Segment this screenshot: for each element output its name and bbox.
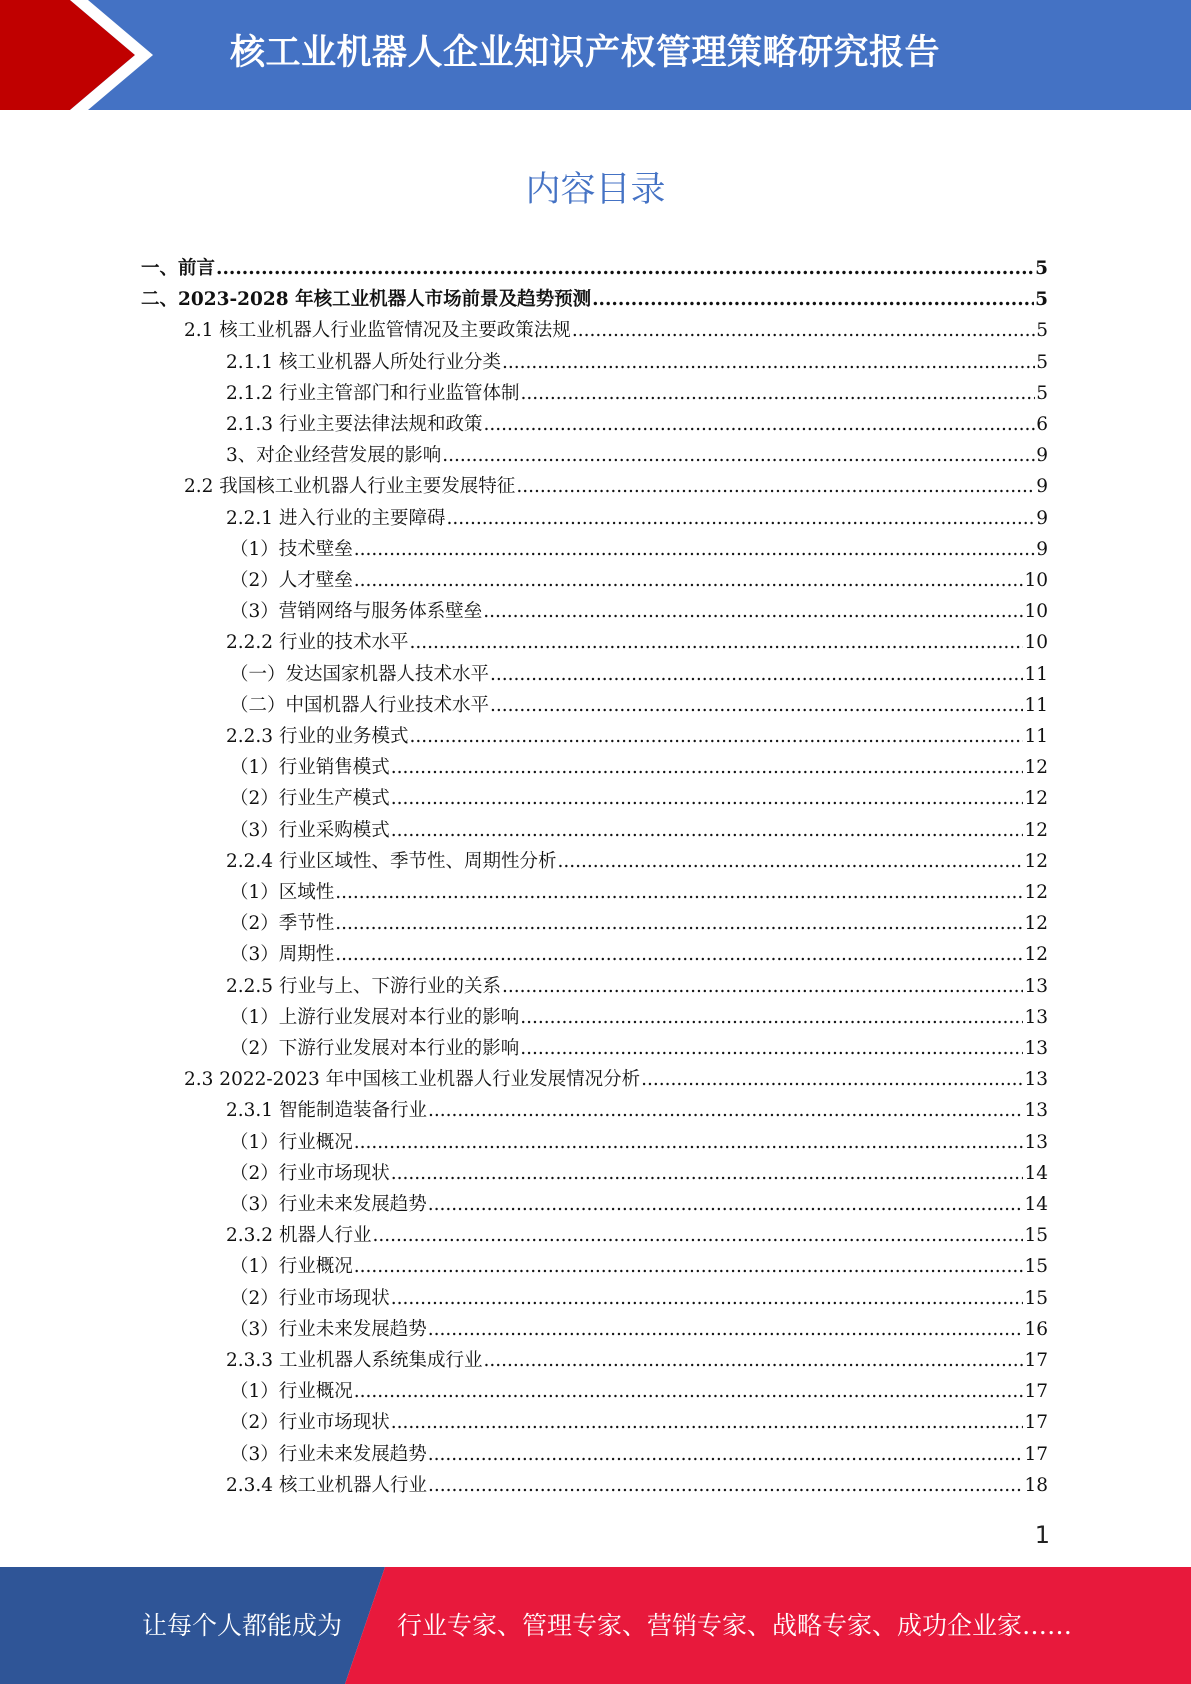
toc-entry-title: 2.3 2022-2023 年中国核工业机器人行业发展情况分析 <box>184 1069 641 1090</box>
toc-entry[interactable] <box>230 1002 1048 1033</box>
toc-entry-page: 12 <box>1024 882 1048 903</box>
toc-entry-title: （3）行业未来发展趋势 <box>230 1194 427 1215</box>
toc-dot-leader <box>428 1189 1024 1220</box>
toc-entry[interactable] <box>226 1345 1048 1376</box>
toc-entry-title: （3）行业未来发展趋势 <box>230 1444 427 1465</box>
toc-entry-page: 15 <box>1024 1256 1048 1277</box>
toc-entry-page: 14 <box>1024 1163 1048 1184</box>
toc-dot-leader <box>428 1439 1024 1470</box>
toc-entry-title: （3）行业未来发展趋势 <box>230 1319 427 1340</box>
toc-entry[interactable] <box>230 1033 1048 1064</box>
toc-dot-leader <box>520 1033 1023 1064</box>
toc-entry-title: （1）行业概况 <box>230 1381 353 1402</box>
toc-entry[interactable] <box>141 284 1048 315</box>
toc-entry-page: 14 <box>1024 1194 1048 1215</box>
toc-entry-page: 13 <box>1024 1100 1048 1121</box>
toc-dot-leader <box>391 1283 1024 1314</box>
toc-entry[interactable] <box>226 1470 1048 1501</box>
toc-entry-title: （2）行业市场现状 <box>230 1288 390 1309</box>
toc-entry-title: 2.2.4 行业区域性、季节性、周期性分析 <box>226 851 557 872</box>
toc-entry[interactable] <box>230 1376 1048 1407</box>
toc-dot-leader <box>409 627 1023 658</box>
toc-entry-page: 5 <box>1036 320 1048 341</box>
toc-dot-leader <box>428 1314 1024 1345</box>
toc-entry-page: 5 <box>1036 383 1048 404</box>
toc-dot-leader <box>428 1095 1023 1126</box>
toc-dot-leader <box>520 1002 1023 1033</box>
toc-dot-leader <box>557 846 1023 877</box>
toc-dot-leader <box>483 1345 1023 1376</box>
toc-entry-title: （1）行业概况 <box>230 1132 353 1153</box>
toc-entry[interactable] <box>226 409 1048 440</box>
toc-entry[interactable] <box>141 253 1048 284</box>
toc-entry-title: 2.2.3 行业的业务模式 <box>226 726 409 747</box>
toc-entry-page: 9 <box>1036 508 1048 529</box>
toc-dot-leader <box>354 1376 1024 1407</box>
toc-entry-page: 13 <box>1024 1038 1048 1059</box>
toc-entry-page: 12 <box>1024 913 1048 934</box>
toc-entry-page: 10 <box>1024 632 1048 653</box>
toc-entry-page: 9 <box>1036 445 1048 466</box>
toc-entry-page: 16 <box>1024 1319 1048 1340</box>
toc-dot-leader <box>483 409 1035 440</box>
toc-entry-page: 11 <box>1024 726 1048 747</box>
toc-entry-title: 2.2.5 行业与上、下游行业的关系 <box>226 976 501 997</box>
toc-entry[interactable] <box>226 971 1048 1002</box>
footer-slogan-left: 让每个人都能成为 <box>142 1611 343 1640</box>
toc-dot-leader <box>516 471 1035 502</box>
toc-entry-title: （3）行业采购模式 <box>230 820 390 841</box>
toc-entry-title: （2）行业市场现状 <box>230 1412 390 1433</box>
toc-entry-page: 18 <box>1024 1475 1048 1496</box>
toc-dot-leader <box>428 1470 1023 1501</box>
toc-heading: 内容目录 <box>525 170 666 210</box>
toc-dot-leader <box>391 1158 1024 1189</box>
toc-entry-title: （2）人才壁垒 <box>230 570 353 591</box>
toc-entry[interactable] <box>226 627 1048 658</box>
toc-entry[interactable] <box>230 1158 1048 1189</box>
toc-entry-title: 2.3.3 工业机器人系统集成行业 <box>226 1350 483 1371</box>
toc-entry[interactable] <box>230 877 1048 908</box>
toc-entry[interactable] <box>226 846 1048 877</box>
toc-entry-page: 11 <box>1024 664 1048 685</box>
toc-entry-page: 12 <box>1024 851 1048 872</box>
toc-entry[interactable] <box>230 1251 1048 1282</box>
toc-entry[interactable] <box>184 315 1048 346</box>
report-title: 核工业机器人企业知识产权管理策略研究报告 <box>230 33 941 73</box>
footer-banner <box>0 1567 1191 1684</box>
toc-dot-leader <box>391 783 1024 814</box>
toc-entry-title: 2.3.4 核工业机器人行业 <box>226 1475 427 1496</box>
toc-dot-leader <box>502 971 1023 1002</box>
toc-entry[interactable] <box>230 815 1048 846</box>
toc-entry-page: 9 <box>1036 539 1048 560</box>
toc-entry[interactable] <box>230 752 1048 783</box>
toc-entry-page: 10 <box>1024 570 1048 591</box>
toc-entry-title: 2.1.2 行业主管部门和行业监管体制 <box>226 383 520 404</box>
toc-entry-page: 5 <box>1035 289 1048 310</box>
toc-dot-leader <box>391 815 1024 846</box>
toc-entry-title: 3、对企业经营发展的影响 <box>226 445 442 466</box>
toc-entry[interactable] <box>230 1189 1048 1220</box>
toc-entry-page: 13 <box>1024 976 1048 997</box>
toc-entry[interactable] <box>230 565 1048 596</box>
toc-entry-title: （1）技术壁垒 <box>230 539 353 560</box>
toc-dot-leader <box>483 596 1023 627</box>
toc-entry-page: 6 <box>1036 414 1048 435</box>
toc-dot-leader <box>446 503 1035 534</box>
toc-entry[interactable] <box>230 939 1048 970</box>
toc-dot-leader <box>354 1127 1024 1158</box>
toc-entry-page: 17 <box>1024 1381 1048 1402</box>
toc-entry-title: （2）季节性 <box>230 913 335 934</box>
toc-entry[interactable] <box>230 1439 1048 1470</box>
toc-dot-leader <box>442 440 1035 471</box>
toc-entry-page: 12 <box>1024 944 1048 965</box>
toc-entry-page: 12 <box>1024 820 1048 841</box>
toc-dot-leader <box>502 347 1035 378</box>
toc-entry-title: 2.2.2 行业的技术水平 <box>226 632 409 653</box>
toc-entry-title: （2）下游行业发展对本行业的影响 <box>230 1038 520 1059</box>
toc-entry[interactable] <box>226 503 1048 534</box>
toc-entry-title: 2.3.2 机器人行业 <box>226 1225 372 1246</box>
toc-entry-title: （一）发达国家机器人技术水平 <box>230 664 490 685</box>
toc-entry[interactable] <box>226 721 1048 752</box>
toc-entry-page: 10 <box>1024 601 1048 622</box>
toc-dot-leader <box>354 534 1035 565</box>
toc-entry-title: 2.1.3 行业主要法律法规和政策 <box>226 414 483 435</box>
toc-entry-page: 5 <box>1035 258 1048 279</box>
toc-dot-leader <box>335 908 1023 939</box>
toc-entry[interactable] <box>230 534 1048 565</box>
footer-slogan-right: 行业专家、管理专家、营销专家、战略专家、成功企业家…… <box>397 1611 1073 1640</box>
toc-entry-page: 15 <box>1024 1225 1048 1246</box>
toc-entry-page: 17 <box>1024 1350 1048 1371</box>
toc-dot-leader <box>391 1407 1024 1438</box>
toc-entry[interactable] <box>226 1095 1048 1126</box>
toc-entry-page: 12 <box>1024 788 1048 809</box>
toc-dot-leader <box>572 315 1035 346</box>
toc-entry-title: （1）上游行业发展对本行业的影响 <box>230 1007 520 1028</box>
toc-entry-title: （1）行业概况 <box>230 1256 353 1277</box>
toc-dot-leader <box>409 721 1023 752</box>
toc-dot-leader <box>335 939 1023 970</box>
toc-entry[interactable] <box>230 596 1048 627</box>
toc-entry[interactable] <box>230 1314 1048 1345</box>
toc-entry-title: 2.2 我国核工业机器人行业主要发展特征 <box>184 476 516 497</box>
toc-entry[interactable] <box>230 1407 1048 1438</box>
toc-entry[interactable] <box>226 378 1048 409</box>
toc-entry-title: 一、前言 <box>141 258 216 279</box>
toc-entry-title: 2.2.1 进入行业的主要障碍 <box>226 508 446 529</box>
toc-entry-page: 11 <box>1024 695 1048 716</box>
toc-entry-title: （3）周期性 <box>230 944 335 965</box>
toc-entry-page: 9 <box>1036 476 1048 497</box>
toc-dot-leader <box>641 1064 1023 1095</box>
toc-entry[interactable] <box>230 908 1048 939</box>
toc-entry-page: 13 <box>1024 1007 1048 1028</box>
toc-entry[interactable] <box>230 659 1048 690</box>
toc-entry-title: （1）行业销售模式 <box>230 757 390 778</box>
toc-entry-page: 13 <box>1024 1132 1048 1153</box>
toc-dot-leader <box>592 284 1034 315</box>
toc-dot-leader <box>354 1251 1024 1282</box>
toc-entry[interactable] <box>230 1283 1048 1314</box>
toc-entry-title: （2）行业市场现状 <box>230 1163 390 1184</box>
toc-entry[interactable] <box>184 471 1048 502</box>
toc-entry-page: 12 <box>1024 757 1048 778</box>
toc-entry-title: 2.1.1 核工业机器人所处行业分类 <box>226 352 501 373</box>
toc-entry-page: 17 <box>1024 1444 1048 1465</box>
toc-dot-leader <box>335 877 1023 908</box>
toc-entry-page: 13 <box>1024 1069 1048 1090</box>
page-number: 1 <box>1034 1521 1050 1549</box>
toc-entry-title: （2）行业生产模式 <box>230 788 390 809</box>
toc-entry[interactable] <box>226 440 1048 471</box>
toc-entry-page: 5 <box>1036 352 1048 373</box>
header-banner <box>0 0 1191 110</box>
toc-dot-leader <box>372 1220 1023 1251</box>
toc-dot-leader <box>520 378 1035 409</box>
toc-entry-title: （3）营销网络与服务体系壁垒 <box>230 601 483 622</box>
toc-entry[interactable] <box>230 1127 1048 1158</box>
toc-entry[interactable] <box>230 783 1048 814</box>
toc-entry-title: 2.3.1 智能制造装备行业 <box>226 1100 427 1121</box>
toc-entry[interactable] <box>226 347 1048 378</box>
toc-entry[interactable] <box>184 1064 1048 1095</box>
toc-entry-title: 二、2023-2028 年核工业机器人市场前景及趋势预测 <box>141 289 592 310</box>
toc-dot-leader <box>391 752 1024 783</box>
toc-entry-title: （1）区域性 <box>230 882 335 903</box>
toc-entry-title: 2.1 核工业机器人行业监管情况及主要政策法规 <box>184 320 571 341</box>
toc-dot-leader <box>216 253 1034 284</box>
toc-dot-leader <box>490 659 1023 690</box>
toc-entry[interactable] <box>230 690 1048 721</box>
toc-dot-leader <box>490 690 1023 721</box>
toc-entry-title: （二）中国机器人行业技术水平 <box>230 695 490 716</box>
toc-entry-page: 17 <box>1024 1412 1048 1433</box>
toc-dot-leader <box>354 565 1024 596</box>
toc-entry-page: 15 <box>1024 1288 1048 1309</box>
toc-entry[interactable] <box>226 1220 1048 1251</box>
